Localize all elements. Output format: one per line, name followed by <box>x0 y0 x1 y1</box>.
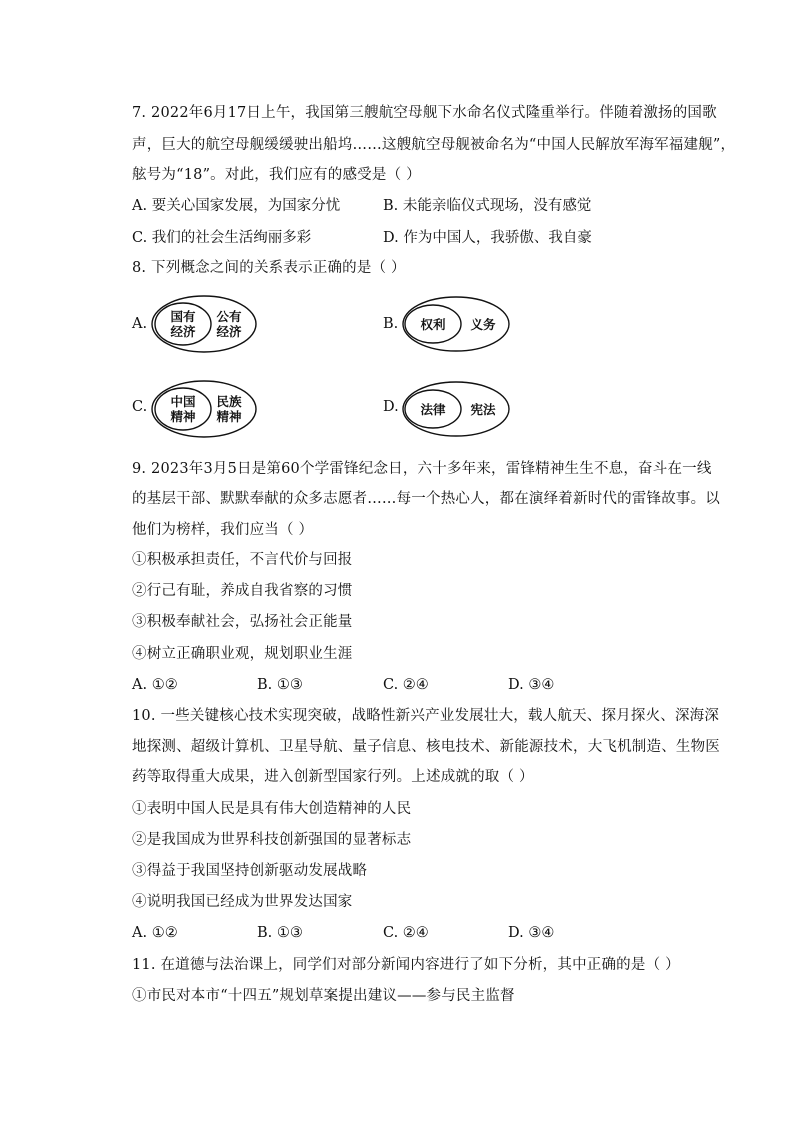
q8-stem: 8. 下列概念之间的关系表示正确的是（ ） <box>132 260 406 276</box>
q7-option-b: B. 未能亲临仪式现场，没有感觉 <box>383 198 592 214</box>
q11-stem: 11. 在道德与法治课上，同学们对部分新闻内容进行了如下分析，其中正确的是（ ） <box>132 957 680 973</box>
q8-b-outer: 义务 <box>470 317 496 332</box>
q7-option-c: C. 我们的社会生活绚丽多彩 <box>132 230 312 246</box>
q10-option-b: B. ①③ <box>257 925 303 941</box>
q10-option-d: D. ③④ <box>508 925 555 941</box>
q10-item-2: ②是我国成为世界科技创新强国的显著标志 <box>132 832 412 848</box>
q9-option-a: A. ①② <box>132 677 178 693</box>
q8-a-outer-line2: 经济 <box>216 324 242 339</box>
q8-a-outer-line1: 公有 <box>216 309 242 324</box>
q8-a-inner-line2: 经济 <box>170 324 196 339</box>
q10-item-4: ④说明我国已经成为世界发达国家 <box>132 894 353 910</box>
q8-b-inner: 权利 <box>420 317 446 332</box>
q9-stem-line-3: 他们为榜样，我们应当（ ） <box>132 522 314 538</box>
q9-item-4: ④树立正确职业观，规划职业生涯 <box>132 646 353 662</box>
q10-option-c: C. ②④ <box>383 925 429 941</box>
q8-a-inner-line1: 国有 <box>170 309 196 324</box>
q9-item-2: ②行己有耻，养成自我省察的习惯 <box>132 583 353 599</box>
q8-c-inner-line1: 中国 <box>170 394 196 409</box>
q8-option-d-label: D. <box>383 399 399 415</box>
q8-option-c-diagram <box>150 378 260 440</box>
q8-option-d-diagram <box>400 378 512 440</box>
q8-option-a-label: A. <box>132 316 148 332</box>
q8-c-outer-line2: 精神 <box>216 409 242 424</box>
q11-item-1: ①市民对本市“十四五”规划草案提出建议——参与民主监督 <box>132 988 515 1004</box>
q8-d-outer: 宪法 <box>470 402 496 417</box>
q7-option-d: D. 作为中国人，我骄傲、我自豪 <box>383 230 592 246</box>
q8-d-inner: 法律 <box>420 402 446 417</box>
q10-option-a: A. ①② <box>132 925 178 941</box>
q10-stem-line-1: 10. 一些关键核心技术实现突破，战略性新兴产业发展壮大，载人航天、探月探火、深海深 <box>132 708 720 724</box>
q10-item-1: ①表明中国人民是具有伟大创造精神的人民 <box>132 801 412 817</box>
q8-option-b-diagram <box>400 293 512 355</box>
q10-item-3: ③得益于我国坚持创新驱动发展战略 <box>132 863 368 879</box>
q8-c-inner-line2: 精神 <box>170 409 196 424</box>
q9-stem-line-1: 9. 2023年3月5日是第60个学雷锋纪念日，六十多年来，雷锋精神生生不息，奋斗在一线 <box>132 461 712 477</box>
q9-stem-line-2: 的基层干部、默默奉献的众多志愿者……每一个热心人，都在演绎着新时代的雷锋故事。以 <box>132 491 720 507</box>
q8-option-a-diagram <box>150 293 260 355</box>
q8-option-b-label: B. <box>383 316 399 332</box>
q10-stem-line-2: 地探测、超级计算机、卫星导航、量子信息、核电技术、新能源技术，大飞机制造、生物医 <box>132 739 720 755</box>
q9-option-c: C. ②④ <box>383 677 429 693</box>
q10-stem-line-3: 药等取得重大成果，进入创新型国家行列。上述成就的取（ ） <box>132 769 534 785</box>
q7-stem-line-1: 7. 2022年6月17日上午，我国第三艘航空母舰下水命名仪式隆重举行。伴随着激扬的国歌 <box>132 105 717 121</box>
q9-option-b: B. ①③ <box>257 677 303 693</box>
q9-option-d: D. ③④ <box>508 677 555 693</box>
q9-item-3: ③积极奉献社会，弘扬社会正能量 <box>132 614 353 630</box>
q7-option-a: A. 要关心国家发展，为国家分忧 <box>132 198 341 214</box>
q8-c-outer-line1: 民族 <box>216 394 242 409</box>
q8-option-c-label: C. <box>132 399 148 415</box>
q9-item-1: ①积极承担责任，不言代价与回报 <box>132 552 353 568</box>
q7-stem-line-3: 舷号为“18”。对此，我们应有的感受是（ ） <box>132 167 421 183</box>
q7-stem-line-2: 声，巨大的航空母舰缓缓驶出船坞……这艘航空母舰被命名为“中国人民解放军海军福建舰”， <box>132 137 736 153</box>
